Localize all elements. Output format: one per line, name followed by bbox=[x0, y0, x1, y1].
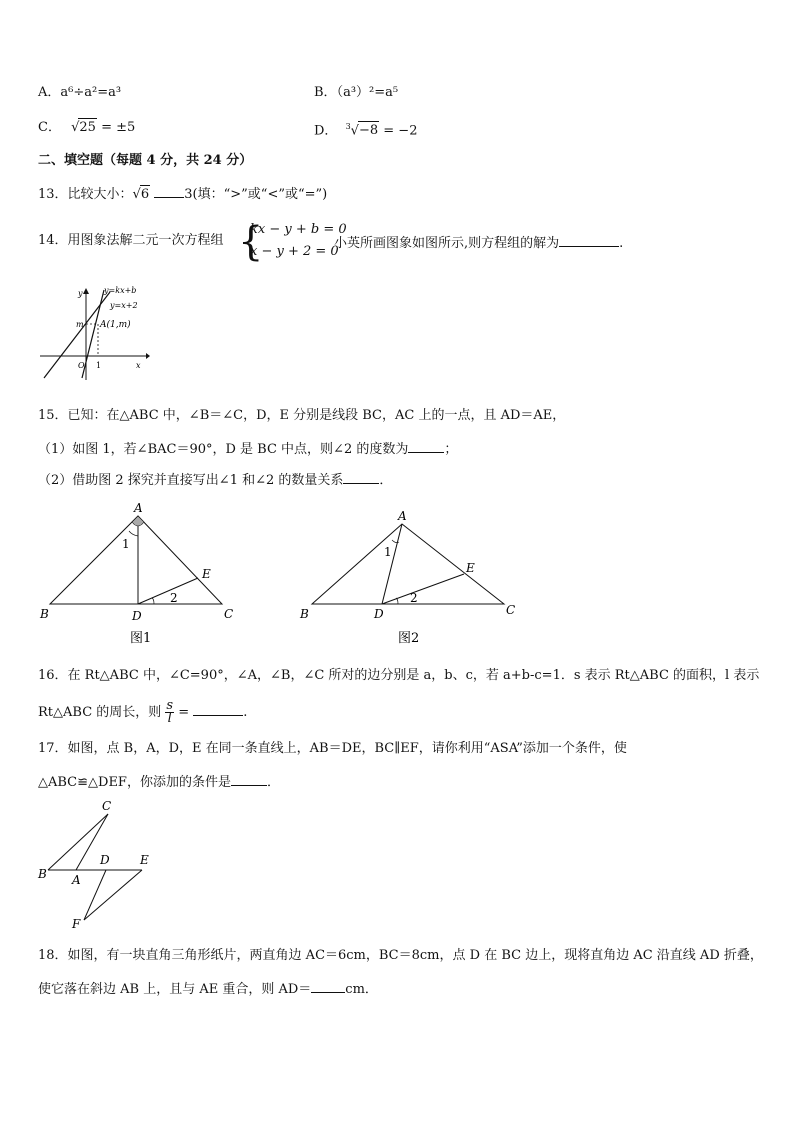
label-e: E bbox=[466, 561, 475, 575]
label-b: B bbox=[40, 607, 49, 621]
q17-line2-text: △ABC≌△DEF，你添加的条件是 bbox=[38, 775, 231, 790]
figure-1-caption: 图1 bbox=[130, 631, 152, 646]
angle-2-arc bbox=[152, 598, 154, 604]
q14-graph bbox=[38, 284, 150, 382]
option-b bbox=[314, 84, 398, 102]
equation-2: x − y + 2 = 0 bbox=[250, 244, 339, 259]
question-15-part-2: （2）借助图 2 探究并直接写出∠1 和∠2 的数量关系 ． bbox=[38, 469, 392, 490]
angle-1-arc bbox=[129, 531, 138, 536]
label-d: D bbox=[132, 609, 142, 623]
triangle-abc bbox=[312, 524, 504, 604]
sqrt-symbol: √ bbox=[350, 123, 359, 139]
option-a bbox=[38, 84, 121, 102]
equation-1: kx − y + b = 0 bbox=[250, 222, 347, 237]
label-angle-2: 2 bbox=[170, 591, 178, 605]
label-c: C bbox=[102, 799, 112, 813]
q17-line-1: 17．如图，点 B，A，D，E 在同一条直线上，AB＝DE，BC∥EF，请你利用“ASA”添加一个条件，使 bbox=[38, 741, 627, 756]
label-b: B bbox=[300, 607, 309, 621]
q18-line-1: 18．如图，有一块直角三角形纸片，两直角边 AC＝6cm，BC＝8cm，点 D 在 BC 边上，现将直角边 AC 沿直线 AD 折叠， bbox=[38, 948, 763, 963]
q18-line2-end: cm． bbox=[345, 982, 378, 997]
option-d-radicand: −8 bbox=[358, 123, 379, 139]
option-c-letter: C． bbox=[38, 120, 61, 135]
option-d-rest: = −2 bbox=[383, 123, 418, 139]
question-13 bbox=[38, 183, 327, 204]
q15-part2-text: （2）借助图 2 探究并直接写出∠1 和∠2 的数量关系 bbox=[38, 473, 344, 488]
fraction-numerator: s bbox=[166, 698, 174, 713]
q14-suffix: 小英所画图象如图所示,则方程组的解为 bbox=[334, 236, 560, 251]
option-b-letter: B． bbox=[314, 85, 337, 100]
sqrt-symbol: √ bbox=[132, 187, 141, 202]
option-a-letter: A． bbox=[38, 85, 61, 100]
option-d-letter: D． bbox=[314, 123, 338, 139]
segment-de bbox=[138, 578, 198, 604]
segment-bc bbox=[48, 814, 108, 870]
answer-blank[interactable] bbox=[559, 232, 619, 247]
label-line2: y=x+2 bbox=[110, 301, 138, 310]
q13-suffix: 3(填：“>”或“<”或“=”) bbox=[184, 187, 328, 202]
label-x: x bbox=[136, 361, 141, 370]
label-origin: O bbox=[78, 361, 85, 370]
angle-marker-a bbox=[132, 516, 144, 526]
question-15-part-1 bbox=[38, 438, 457, 459]
question-18-line-2 bbox=[38, 978, 378, 999]
label-angle-1: 1 bbox=[122, 537, 130, 551]
figure-2-caption: 图2 bbox=[398, 631, 420, 646]
option-d-index: 3 bbox=[345, 122, 351, 131]
option-a-expr: a⁶÷a²=a³ bbox=[60, 85, 122, 100]
label-a: A bbox=[398, 509, 407, 523]
answer-blank[interactable] bbox=[154, 183, 184, 198]
label-e: E bbox=[202, 567, 211, 581]
segment-ef bbox=[84, 870, 142, 920]
q18-line2-text: 使它落在斜边 AB 上，且与 AE 重合，则 AD＝ bbox=[38, 982, 312, 997]
fraction-s-over-l bbox=[165, 700, 174, 725]
label-angle-2: 2 bbox=[410, 591, 418, 605]
q16-equals: = bbox=[178, 705, 190, 720]
answer-blank[interactable] bbox=[231, 771, 267, 786]
q15-figure-1 bbox=[36, 500, 246, 650]
label-angle-1: 1 bbox=[384, 545, 392, 559]
q15-part1-end: ； bbox=[444, 442, 458, 457]
option-d bbox=[314, 118, 417, 140]
label-f: F bbox=[72, 917, 81, 931]
label-m: m bbox=[76, 320, 84, 329]
label-a: A bbox=[72, 873, 81, 887]
q13-prefix: 13．比较大小： bbox=[38, 187, 133, 202]
option-b-expr: （a³）²=a⁵ bbox=[336, 85, 399, 100]
fraction-denominator: l bbox=[167, 711, 172, 726]
brace-icon: { bbox=[238, 219, 264, 265]
label-d: D bbox=[100, 853, 110, 867]
segment-de bbox=[382, 574, 464, 604]
option-c-radicand: 25 bbox=[79, 120, 96, 135]
question-16-line-2: Rt△ABC 的周长，则 $\frac{s}{l}$ = . bbox=[38, 698, 248, 726]
x-axis-arrow-icon bbox=[146, 353, 150, 359]
option-c bbox=[38, 118, 135, 137]
answer-blank[interactable] bbox=[408, 438, 444, 453]
label-y: y bbox=[78, 289, 83, 298]
q17-figure bbox=[36, 796, 166, 934]
y-axis-arrow-icon bbox=[83, 288, 89, 294]
q15-intro: 15．已知：在△ABC 中，∠B＝∠C，D，E 分别是线段 BC，AC 上的一点，且 AD＝AE， bbox=[38, 408, 566, 423]
q15-figure-2 bbox=[296, 500, 526, 650]
label-c: C bbox=[506, 603, 516, 617]
label-line1: y=kx+b bbox=[104, 286, 137, 295]
question-14-suffix: 小英所画图象如图所示,则方程组的解为 . bbox=[334, 232, 623, 253]
section-header: 二、填空题（每题 4 分，共 24 分） bbox=[38, 153, 253, 168]
label-a: A bbox=[134, 501, 143, 515]
q14-prefix: 14．用图象法解二元一次方程组 bbox=[38, 233, 224, 248]
option-c-rest: = ±5 bbox=[101, 120, 136, 135]
label-e: E bbox=[140, 853, 149, 867]
label-point-a: A(1,m) bbox=[100, 320, 131, 330]
answer-blank[interactable] bbox=[311, 978, 345, 993]
label-b: B bbox=[38, 867, 47, 881]
sqrt-symbol: √ bbox=[71, 120, 80, 135]
answer-blank[interactable] bbox=[193, 701, 243, 716]
triangle-abc bbox=[50, 516, 222, 604]
segment-ad bbox=[382, 524, 402, 604]
label-one: 1 bbox=[96, 361, 102, 370]
q16-line-1: 16．在 Rt△ABC 中，∠C=90°，∠A，∠B，∠C 所对的边分别是 a，b、c，若 a+b-c=1．s 表示 Rt△ABC 的面积，l 表示 bbox=[38, 668, 760, 683]
label-d: D bbox=[374, 607, 384, 621]
label-c: C bbox=[224, 607, 234, 621]
q16-line2-text: Rt△ABC 的周长，则 bbox=[38, 705, 162, 720]
segment-fd bbox=[84, 870, 106, 920]
question-17-line-2: △ABC≌△DEF，你添加的条件是 ． bbox=[38, 771, 280, 792]
q15-part1-text: （1）如图 1，若∠BAC＝90°，D 是 BC 中点，则∠2 的度数为 bbox=[38, 442, 409, 457]
answer-blank[interactable] bbox=[343, 469, 379, 484]
q13-radicand: 6 bbox=[140, 187, 150, 202]
